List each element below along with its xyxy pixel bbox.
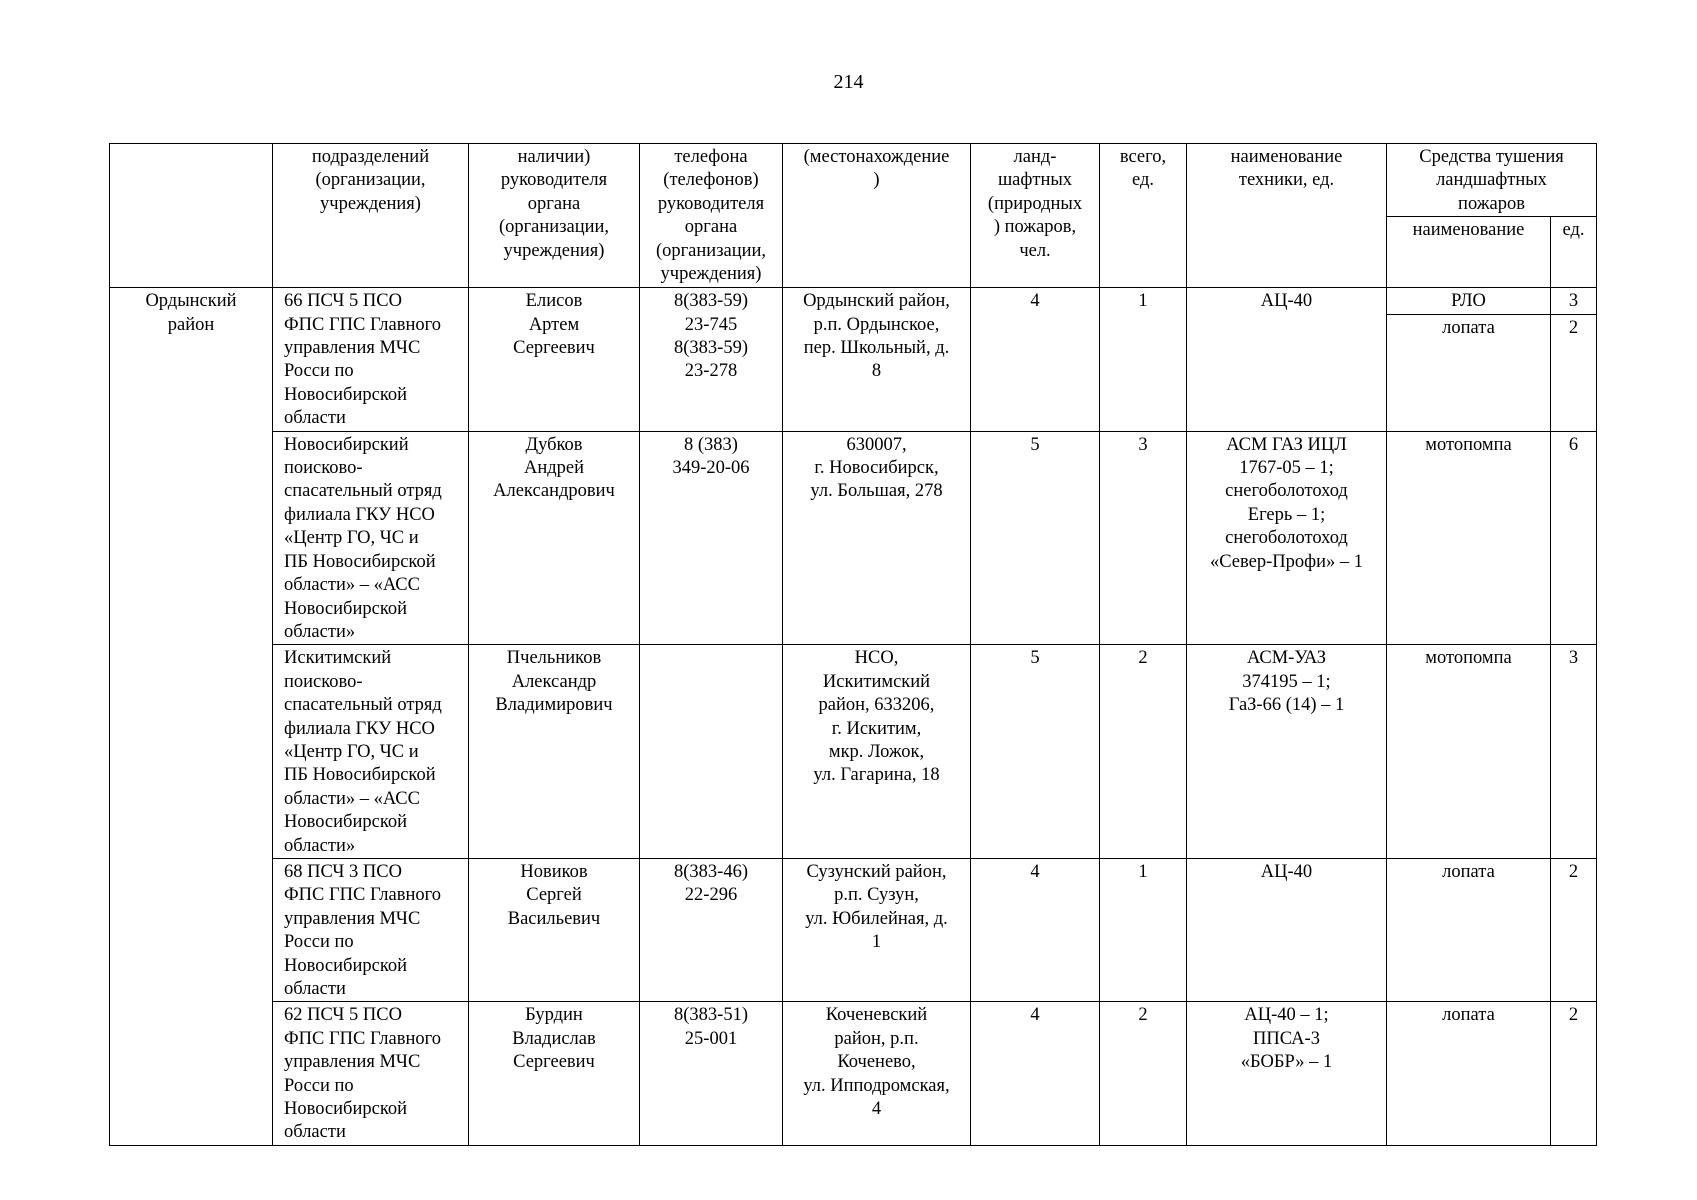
phone-cell: 8(383-51) 25-001	[640, 1002, 783, 1145]
total-cell: 1	[1100, 288, 1187, 431]
table-row	[110, 645, 1597, 859]
header-equipment: наименование техники, ед.	[1187, 144, 1387, 288]
means-name-cell: РЛО	[1387, 288, 1551, 314]
header-head-name: наличии) руководителя органа (организации, учреждения)	[469, 144, 640, 288]
phone-cell: 8(383-59) 23-745 8(383-59) 23-278	[640, 288, 783, 431]
header-means: Средства тушения ландшафтных пожаров	[1387, 144, 1597, 217]
total-cell: 2	[1100, 1002, 1187, 1145]
address-cell: 630007, г. Новосибирск, ул. Большая, 278	[783, 431, 971, 645]
equipment-cell: АСМ ГАЗ ИЦЛ 1767-05 – 1; снегоболотоход Егерь – 1; снегоболотоход «Север-Профи» – 1	[1187, 431, 1387, 645]
header-means-name: наименование	[1387, 217, 1551, 288]
means-unit-cell: 3	[1551, 645, 1597, 859]
header-subdivision: подразделений (организации, учреждения)	[273, 144, 469, 288]
subdivision-cell: 68 ПСЧ 3 ПСО ФПС ГПС Главного управления МЧС Росси по Новосибирской области	[273, 858, 469, 1001]
head-cell: Бурдин Владислав Сергеевич	[469, 1002, 640, 1145]
head-cell: Елисов Артем Сергеевич	[469, 288, 640, 431]
means-unit-cell: 2	[1551, 858, 1597, 1001]
subdivision-cell: 62 ПСЧ 5 ПСО ФПС ГПС Главного управления МЧС Росси по Новосибирской области	[273, 1002, 469, 1145]
address-cell: НСО, Искитимский район, 633206, г. Искитим, мкр. Ложок, ул. Гагарина, 18	[783, 645, 971, 859]
people-cell: 5	[971, 431, 1100, 645]
header-district	[110, 144, 273, 288]
subdivision-cell: Новосибирский поисково- спасательный отряд филиала ГКУ НСО «Центр ГО, ЧС и ПБ Новосибирской области» – «АСС Новосибирской области»	[273, 431, 469, 645]
phone-cell	[640, 645, 783, 859]
total-cell: 3	[1100, 431, 1187, 645]
address-cell: Сузунский район, р.п. Сузун, ул. Юбилейная, д. 1	[783, 858, 971, 1001]
means-name-cell: мотопомпа	[1387, 431, 1551, 645]
means-unit-cell: 2	[1551, 1002, 1597, 1145]
people-cell: 4	[971, 288, 1100, 431]
header-people: ланд- шафтных (природных ) пожаров, чел.	[971, 144, 1100, 288]
header-total: всего, ед.	[1100, 144, 1187, 288]
head-cell: Дубков Андрей Александрович	[469, 431, 640, 645]
table-row	[110, 1002, 1597, 1145]
address-cell: Ордынский район, р.п. Ордынское, пер. Школьный, д. 8	[783, 288, 971, 431]
means-name-cell: лопата	[1387, 314, 1551, 431]
phone-cell: 8 (383) 349-20-06	[640, 431, 783, 645]
table-row	[110, 288, 1597, 314]
equipment-cell: АСМ-УАЗ 374195 – 1; ГаЗ-66 (14) – 1	[1187, 645, 1387, 859]
phone-cell: 8(383-46) 22-296	[640, 858, 783, 1001]
people-cell: 4	[971, 1002, 1100, 1145]
equipment-cell: АЦ-40 – 1; ППСА-3 «БОБР» – 1	[1187, 1002, 1387, 1145]
equipment-cell: АЦ-40	[1187, 858, 1387, 1001]
people-cell: 5	[971, 645, 1100, 859]
means-name-cell: лопата	[1387, 858, 1551, 1001]
header-address: (местонахождение )	[783, 144, 971, 288]
total-cell: 2	[1100, 645, 1187, 859]
table-row	[110, 431, 1597, 645]
means-unit-cell: 6	[1551, 431, 1597, 645]
address-cell: Коченевский район, р.п. Коченево, ул. Ипподромская, 4	[783, 1002, 971, 1145]
page-number: 214	[833, 71, 864, 93]
means-name-cell: мотопомпа	[1387, 645, 1551, 859]
district-cell: Ордынский район	[110, 288, 273, 1146]
table-row	[110, 858, 1597, 1001]
means-unit-cell: 3	[1551, 288, 1597, 314]
subdivision-cell: Искитимский поисково- спасательный отряд филиала ГКУ НСО «Центр ГО, ЧС и ПБ Новосибирской области» – «АСС Новосибирской области»	[273, 645, 469, 859]
people-cell: 4	[971, 858, 1100, 1001]
total-cell: 1	[1100, 858, 1187, 1001]
equipment-cell: АЦ-40	[1187, 288, 1387, 431]
header-means-unit: ед.	[1551, 217, 1597, 288]
head-cell: Пчельников Александр Владимирович	[469, 645, 640, 859]
means-unit-cell: 2	[1551, 314, 1597, 431]
header-phone: телефона (телефонов) руководителя органа (организации, учреждения)	[640, 144, 783, 288]
forces-table	[109, 143, 1597, 1146]
subdivision-cell: 66 ПСЧ 5 ПСО ФПС ГПС Главного управления МЧС Росси по Новосибирской области	[273, 288, 469, 431]
means-name-cell: лопата	[1387, 1002, 1551, 1145]
header-row	[110, 144, 1597, 217]
head-cell: Новиков Сергей Васильевич	[469, 858, 640, 1001]
